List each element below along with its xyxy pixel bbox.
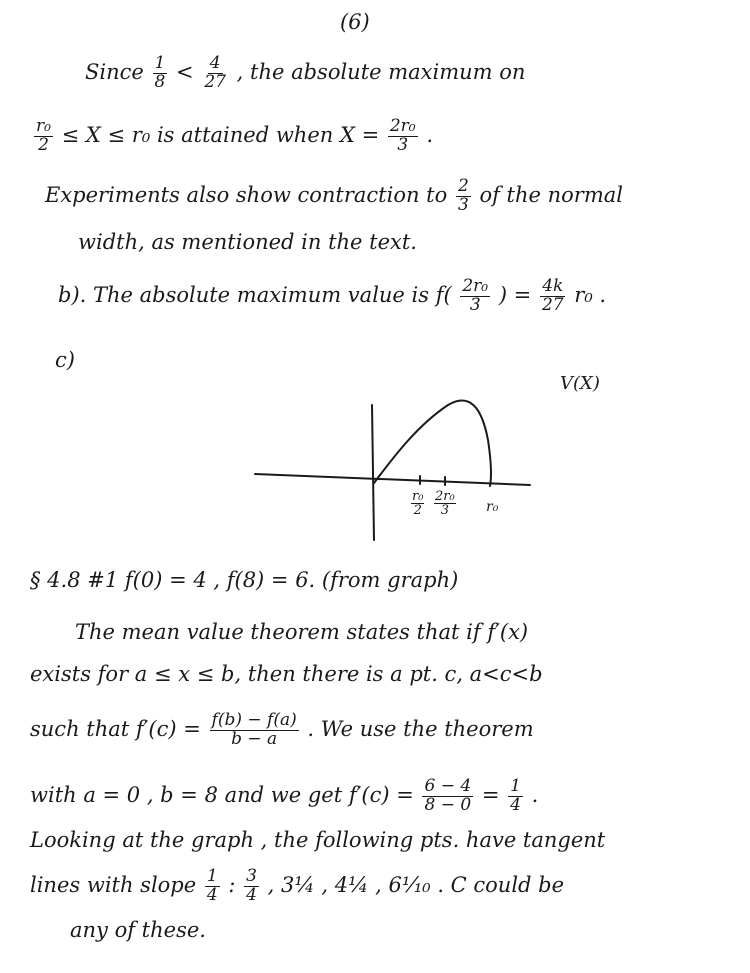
fraction: $\frac{3}{4}$	[246, 866, 257, 905]
text: Experiments also show contraction to	[45, 182, 448, 207]
text: of the normal	[479, 182, 623, 207]
text: r₀ .	[574, 282, 607, 307]
text: ) =	[498, 282, 532, 307]
text: such that	[30, 716, 130, 741]
text: :	[228, 872, 236, 897]
line-9: exists for a ≤ x ≤ b, then there is a pt. c, a<c<b	[30, 662, 543, 686]
fraction: $\frac{\text{2r₀}}{3}$	[389, 116, 416, 155]
tick-label-3: r₀	[486, 499, 499, 515]
line-14: any of these.	[70, 918, 206, 942]
line-11	[30, 778, 538, 815]
text: .	[426, 122, 433, 147]
text: .	[531, 782, 539, 807]
text: ≤ X ≤ r₀ is attained when X =	[61, 122, 380, 147]
text: <	[176, 59, 194, 84]
fraction: $\frac{f(b) - f(a)}{b - a}$	[211, 710, 297, 749]
fraction: $\frac{\text{r₀}}{2}$	[36, 116, 51, 155]
fraction: $\frac{1}{4}$	[510, 776, 521, 815]
line-12: Looking at the graph , the following pts. have tangent	[30, 828, 606, 852]
line-6: c)	[55, 348, 75, 372]
text: lines with slope	[30, 872, 197, 897]
graph-label: V(X)	[560, 373, 600, 394]
line-7: § 4.8 #1 f(0) = 4 , f(8) = 6. (from graph)	[30, 568, 459, 592]
text: , 3¼ , 4¼ , 6⅒ . C could be	[267, 872, 565, 897]
line-4: width, as mentioned in the text.	[78, 230, 417, 254]
text: b). The absolute maximum value is f(	[58, 282, 452, 307]
x-axis	[255, 474, 530, 485]
text: =	[481, 782, 500, 807]
line-10	[30, 712, 534, 749]
text: f′(c) =	[135, 716, 201, 741]
tick-label-1: r₀ 2	[412, 489, 424, 518]
text: . We use the theorem	[307, 716, 534, 741]
tick-label-2: 2r₀ 3	[435, 489, 455, 518]
text: with a = 0 , b = 8 and we get f′(c) =	[30, 782, 414, 807]
page-number: (6)	[340, 10, 370, 34]
curve	[374, 400, 491, 486]
fraction: $\frac{\text{2r₀}}{3}$	[462, 276, 489, 315]
fraction: $\frac{1}{4}$	[206, 866, 218, 905]
text: , the absolute maximum on	[236, 59, 526, 84]
fraction: $\frac{4k}{27}$	[541, 276, 564, 315]
fraction: $\frac{2}{3}$	[457, 176, 469, 215]
y-axis	[372, 405, 374, 540]
text: Since	[85, 59, 144, 84]
fraction: $\frac{6 - 4}{8 - 0}$	[424, 776, 472, 815]
fraction: $\frac{4}{27}$	[204, 53, 226, 92]
line-13	[30, 868, 564, 905]
line-8: The mean value theorem states that if f′(x)	[75, 620, 529, 644]
fraction: $\frac{1}{8}$	[154, 53, 166, 92]
